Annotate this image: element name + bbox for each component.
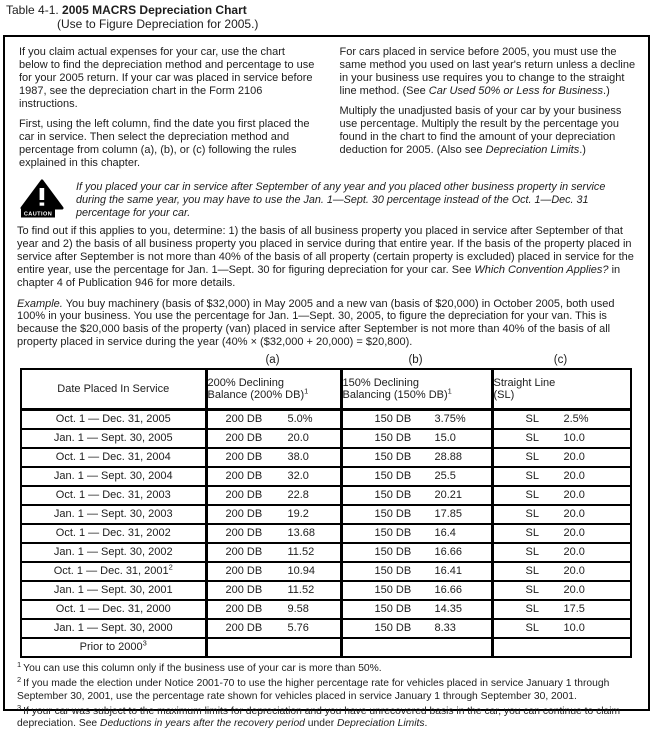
method-label: SL <box>525 508 539 521</box>
depreciation-cell-b <box>341 581 492 600</box>
depreciation-cell-c <box>492 543 631 562</box>
table-row <box>21 600 631 619</box>
depreciation-cell-a <box>206 600 341 619</box>
header-date-placed-in-service: Date Placed In Service <box>21 369 206 410</box>
method-label: 200 DB <box>225 622 263 635</box>
method-label: SL <box>525 470 539 483</box>
depreciation-cell-b <box>341 638 492 657</box>
date-placed-cell: Jan. 1 — Sept. 30, 2000 <box>21 619 206 638</box>
table-number: Table 4-1. <box>6 3 59 17</box>
date-placed-cell: Oct. 1 — Dec. 31, 2001$^2$ <box>21 562 206 581</box>
depreciation-cell-c <box>492 619 631 638</box>
depreciation-cell-b <box>341 429 492 448</box>
column-letter-row <box>20 354 630 367</box>
macrs-depreciation-table <box>20 368 632 658</box>
date-placed-cell: Jan. 1 — Sept. 30, 2003 <box>21 505 206 524</box>
depreciation-cell-b <box>341 486 492 505</box>
depreciation-cell-a <box>206 562 341 581</box>
footnote <box>17 702 638 731</box>
footnote-marker: 1 <box>17 659 22 669</box>
percentage-value: 20.0 <box>563 508 585 521</box>
percentage-value: 25.5 <box>434 470 456 483</box>
percentage-value: 19.2 <box>287 508 309 521</box>
column-letter-a: (a) <box>265 354 280 367</box>
table-row <box>21 619 631 638</box>
percentage-value: 11.52 <box>287 546 315 559</box>
intro-left-column <box>19 46 316 177</box>
depreciation-cell-b <box>341 410 492 430</box>
method-label: SL <box>525 546 539 559</box>
percentage-value: 14.35 <box>434 603 463 616</box>
method-label: 200 DB <box>225 413 263 426</box>
date-placed-cell: Jan. 1 — Sept. 30, 2002 <box>21 543 206 562</box>
percentage-value: 11.52 <box>287 584 315 597</box>
date-placed-cell: Oct. 1 — Dec. 31, 2005 <box>21 410 206 430</box>
method-label: SL <box>525 489 539 502</box>
percentage-value: 16.4 <box>434 527 456 540</box>
percentage-value: 38.0 <box>287 451 309 464</box>
footnote <box>17 675 638 703</box>
depreciation-cell-b <box>341 505 492 524</box>
method-label: 150 DB <box>374 432 412 445</box>
date-placed-cell: Oct. 1 — Dec. 31, 2004 <box>21 448 206 467</box>
caution-icon <box>19 179 65 219</box>
table-row <box>21 448 631 467</box>
percentage-value: 10.0 <box>563 622 585 635</box>
depreciation-cell-c <box>492 562 631 581</box>
percentage-value: 16.41 <box>434 565 463 578</box>
depreciation-cell-b <box>341 448 492 467</box>
table-header-row <box>21 369 631 410</box>
intro-paragraph: If you claim actual expenses for your car, use the chart below to find the depreciation method and percentage to use for your 2005 return. If your car was placed in service before 1987, see the depreciation chart in the Form 2106 instructions. <box>19 46 315 110</box>
footnote-marker: 2 <box>17 675 22 685</box>
depreciation-cell-c <box>492 600 631 619</box>
date-placed-cell: Oct. 1 — Dec. 31, 2000 <box>21 600 206 619</box>
footnote <box>17 659 638 675</box>
header-line: Balance (200% DB) <box>207 389 305 402</box>
depreciation-cell-a <box>206 486 341 505</box>
depreciation-cell-a <box>206 543 341 562</box>
percentage-value: 20.0 <box>563 470 585 483</box>
table-row <box>21 410 631 430</box>
percentage-value: 16.66 <box>434 584 463 597</box>
method-label: SL <box>525 413 539 426</box>
footnote-text: If you made the election under Notice 2001-70 to use the higher percentage rate for vehicles placed in service January 1 through September 30, 2001, use the percentage rate shown for vehicles placed in service January 1 through September 30, 2001. <box>17 678 610 702</box>
percentage-value: 2.5% <box>563 413 589 426</box>
caution-label: CAUTION <box>23 211 53 218</box>
table-row <box>21 505 631 524</box>
method-label: SL <box>525 527 539 540</box>
depreciation-cell-b <box>341 619 492 638</box>
percentage-value: 9.58 <box>287 603 309 616</box>
table-row <box>21 562 631 581</box>
percentage-value: 17.85 <box>434 508 463 521</box>
depreciation-cell-a <box>206 638 341 657</box>
method-label: 200 DB <box>225 508 263 521</box>
depreciation-cell-c <box>492 581 631 600</box>
percentage-value: 20.0 <box>563 489 585 502</box>
footnote-marker: 3 <box>17 702 22 712</box>
depreciation-cell-c <box>492 638 631 657</box>
percentage-value: 8.33 <box>434 622 456 635</box>
depreciation-cell-a <box>206 429 341 448</box>
method-label: 200 DB <box>225 432 263 445</box>
header-line: 150% Declining <box>342 376 419 389</box>
date-placed-cell: Oct. 1 — Dec. 31, 2003 <box>21 486 206 505</box>
intro-paragraph: Multiply the unadjusted basis of your car by your business use percentage. Multiply the result by the percentage you found in the chart to find the amount of your depreciation deduction for 2005. (Also see Depreciation Limits.) <box>339 105 622 156</box>
header-150-declining-balance <box>341 369 492 410</box>
depreciation-cell-b <box>341 524 492 543</box>
method-label: SL <box>525 432 539 445</box>
table-subtitle: (Use to Figure Depreciation for 2005.) <box>57 17 259 31</box>
percentage-value: 15.0 <box>434 432 456 445</box>
method-label: 200 DB <box>225 451 263 464</box>
percentage-value: 13.68 <box>287 527 316 540</box>
depreciation-cell-c <box>492 448 631 467</box>
intro-right-column <box>340 46 637 177</box>
method-label: 150 DB <box>374 451 412 464</box>
percentage-value: 22.8 <box>287 489 309 502</box>
footnotes-section <box>17 659 638 730</box>
percentage-value: 3.75% <box>434 413 466 426</box>
footnote-ref: 3 <box>142 638 147 648</box>
intro-section <box>15 44 638 177</box>
caution-note <box>19 179 636 220</box>
header-line: Straight Line <box>493 376 556 389</box>
example-paragraph: Example. You buy machinery (basis of $32,000) in May 2005 and a new van (basis of $20,000) in October 2005, both used 100% in your business. You use the percentage for Jan. 1—Sept. 30, 2005, to figure the depreciation for your van. This is because the $20,000 basis of the property (van) placed in service after September is not more than 40% of the basis of all property placed in service during the year (40% × ($32,000 + 20,000) = $20,800). <box>17 297 615 349</box>
date-placed-cell: Jan. 1 — Sept. 30, 2001 <box>21 581 206 600</box>
table-row <box>21 524 631 543</box>
column-letter-c: (c) <box>553 354 568 367</box>
percentage-value: 20.0 <box>563 565 585 578</box>
percentage-value: 16.66 <box>434 546 463 559</box>
column-letter-b: (b) <box>408 354 423 367</box>
header-200-declining-balance <box>206 369 341 410</box>
method-label: 200 DB <box>225 470 263 483</box>
method-label: SL <box>525 584 539 597</box>
method-label: 200 DB <box>225 565 263 578</box>
method-label: 150 DB <box>374 584 412 597</box>
method-label: SL <box>525 565 539 578</box>
intro-paragraph: For cars placed in service before 2005, you must use the same method you used on last year's return unless a decline in your business use requires you to change to the straight line method. (See Car Used 50% or Less for Business.) <box>339 46 636 97</box>
caution-text: If you placed your car in service after September of any year and you placed other business property in service during the same year, you may have to use the Jan. 1—Sept. 30 percentage instead of the Oct. 1—Dec. 31 percentage for your car. <box>76 181 606 219</box>
percentage-value: 5.0% <box>287 413 313 426</box>
percentage-value: 10.94 <box>287 565 316 578</box>
depreciation-cell-c <box>492 429 631 448</box>
depreciation-cell-c <box>492 467 631 486</box>
find-out-paragraph: To find out if this applies to you, determine: 1) the basis of all business property you placed in service after September of that year and 2) the basis of all business property you placed in service during that entire year. If the basis of the property placed in service after September is not more than 40% of the basis of all property (certain property is excluded) placed in service for the entire year, use the percentage for Jan. 1—Sept. 30 for figuring depreciation for your car. See Which Convention Applies? in chapter 4 of Publication 946 for more details. <box>17 225 634 289</box>
method-label: 200 DB <box>225 546 263 559</box>
percentage-value: 32.0 <box>287 470 309 483</box>
date-placed-cell: Prior to 2000$^3$ <box>21 638 206 657</box>
table-row <box>21 581 631 600</box>
footnote-text: You can use this column only if the business use of your car is more than 50%. <box>23 663 382 675</box>
depreciation-cell-c <box>492 524 631 543</box>
date-placed-cell: Jan. 1 — Sept. 30, 2005 <box>21 429 206 448</box>
footnote-ref: 1 <box>447 386 452 396</box>
table-title-text: 2005 MACRS Depreciation Chart <box>62 3 247 17</box>
table-row <box>21 638 631 657</box>
table-row <box>21 467 631 486</box>
method-label: SL <box>525 451 539 464</box>
depreciation-cell-a <box>206 619 341 638</box>
method-label: 150 DB <box>374 565 412 578</box>
percentage-value: 20.21 <box>434 489 463 502</box>
method-label: 150 DB <box>374 508 412 521</box>
percentage-value: 5.76 <box>287 622 309 635</box>
depreciation-cell-a <box>206 410 341 430</box>
method-label: 150 DB <box>374 527 412 540</box>
footnote-text: If your car was subject to the maximum limits for depreciation and you have unrecovered basis in the car, you can continue to claim depreciation. See Deductions in years after the recovery period under Depreciation Limits. <box>17 706 621 730</box>
depreciation-cell-b <box>341 562 492 581</box>
header-straight-line <box>492 369 631 410</box>
depreciation-cell-c <box>492 505 631 524</box>
percentage-value: 20.0 <box>563 546 585 559</box>
depreciation-cell-b <box>341 600 492 619</box>
depreciation-cell-a <box>206 581 341 600</box>
header-line: (SL) <box>493 389 515 402</box>
percentage-value: 17.5 <box>563 603 585 616</box>
depreciation-cell-a <box>206 505 341 524</box>
header-line: Balancing (150% DB) <box>342 389 448 402</box>
method-label: 150 DB <box>374 546 412 559</box>
table-row <box>21 486 631 505</box>
date-placed-cell: Jan. 1 — Sept. 30, 2004 <box>21 467 206 486</box>
method-label: 150 DB <box>374 470 412 483</box>
method-label: SL <box>525 603 539 616</box>
table-row <box>21 429 631 448</box>
method-label: 200 DB <box>225 584 263 597</box>
depreciation-cell-b <box>341 467 492 486</box>
footnote-ref: 1 <box>304 386 309 396</box>
table-title <box>0 0 653 17</box>
percentage-value: 28.88 <box>434 451 463 464</box>
footnote-ref: 2 <box>168 562 173 572</box>
depreciation-cell-b <box>341 543 492 562</box>
header-line: 200% Declining <box>207 376 284 389</box>
method-label: 150 DB <box>374 603 412 616</box>
method-label: 200 DB <box>225 603 263 616</box>
percentage-value: 20.0 <box>563 584 585 597</box>
intro-paragraph: First, using the left column, find the date you first placed the car in service. Then select the depreciation method and percentage from column (a), (b), or (c) following the rules explained in this chapter. <box>19 118 310 169</box>
column-letter-spacer <box>20 354 205 367</box>
chart-outer-box <box>3 35 650 730</box>
method-label: 150 DB <box>374 413 412 426</box>
percentage-value: 20.0 <box>563 527 585 540</box>
method-label: 150 DB <box>374 622 412 635</box>
method-label: SL <box>525 622 539 635</box>
percentage-value: 20.0 <box>563 451 585 464</box>
depreciation-cell-a <box>206 524 341 543</box>
percentage-value: 10.0 <box>563 432 585 445</box>
percentage-value: 20.0 <box>287 432 309 445</box>
method-label: 200 DB <box>225 489 263 502</box>
date-placed-cell: Oct. 1 — Dec. 31, 2002 <box>21 524 206 543</box>
table-row <box>21 543 631 562</box>
depreciation-cell-c <box>492 486 631 505</box>
depreciation-cell-c <box>492 410 631 430</box>
method-label: 200 DB <box>225 527 263 540</box>
depreciation-cell-a <box>206 467 341 486</box>
depreciation-cell-a <box>206 448 341 467</box>
method-label: 150 DB <box>374 489 412 502</box>
